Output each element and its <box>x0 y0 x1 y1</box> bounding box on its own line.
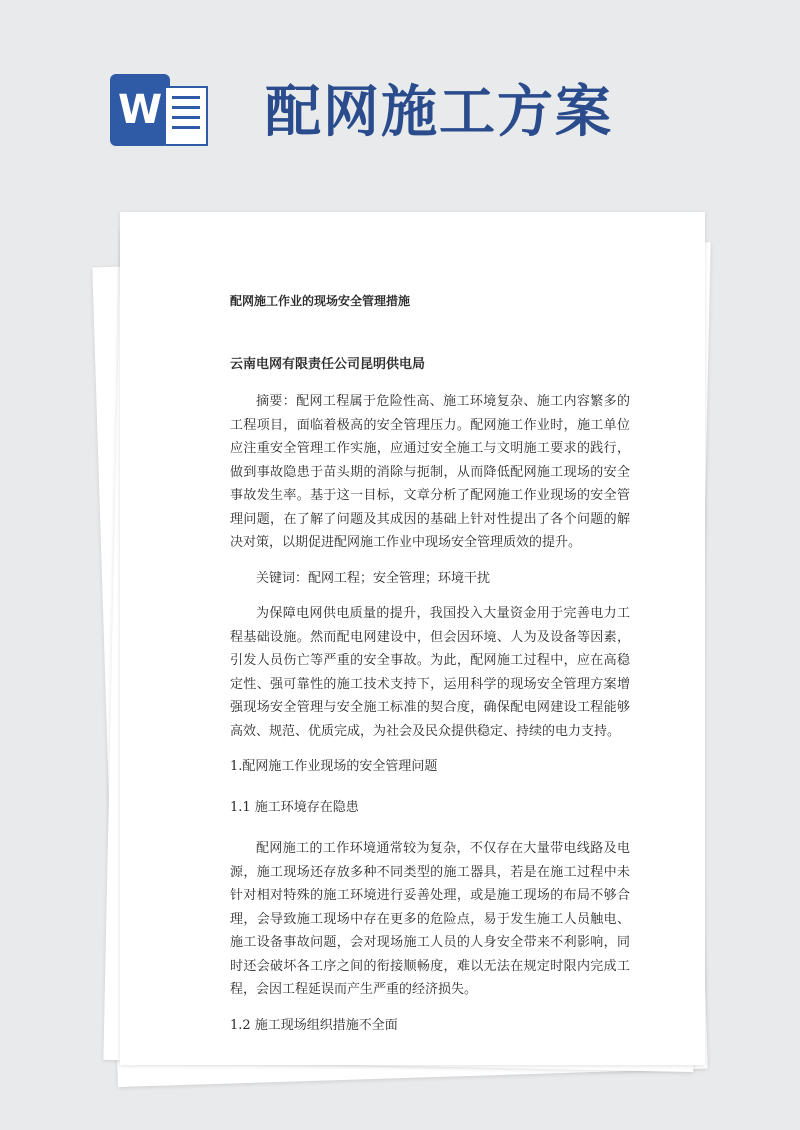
heading-1-1: 1.1 施工环境存在隐患 <box>230 800 359 815</box>
organization-name: 云南电网有限责任公司昆明供电局 <box>230 357 426 372</box>
document-page <box>120 212 705 1065</box>
keywords-line: 关键词：配网工程；安全管理；环境干扰 <box>256 570 491 586</box>
page-title: 配网施工方案 <box>265 80 613 145</box>
word-icon-tile: W <box>110 74 170 146</box>
intro-paragraph: 为保障电网供电质量的提升，我国投入大量资金用于完善电力工程基础设施。然而配电网建设中，但会因环境、人为及设备等因素，引发人员伤亡等严重的安全事故。为此，配网施工过程中，应在高稳定性、强可靠性的施工技术支持下，运用科学的现场安全管理方案增强现场安全管理与安全施工标准的契合度，确保配电网建设工程能够高效、规范、优质完成，为社会及民众提供稳定、持续的电力支持。 <box>230 606 630 739</box>
document-content <box>230 292 630 1055</box>
heading-1: 1.配网施工作业现场的安全管理问题 <box>230 759 438 774</box>
abstract-paragraph: 摘要：配网工程属于危险性高、施工环境复杂、施工内容繁多的工程项目，面临着极高的安全管理压力。配网施工作业时，施工单位应注重安全管理工作实施，应通过安全施工与文明施工要求的践行，做到事故隐患于苗头期的消除与扼制，从而降低配网施工现场的安全事故发生率。基于这一目标，文章分析了配网施工作业现场的安全管理问题，在了解了问题及其成因的基础上针对性提出了各个问题的解决对策，以期促进配网施工作业中现场安全管理质效的提升。 <box>230 394 630 550</box>
word-icon-lines <box>166 86 208 146</box>
word-icon <box>110 74 214 156</box>
header <box>0 0 800 200</box>
section-title: 配网施工作业的现场安全管理措施 <box>230 294 411 308</box>
paragraph-1-1: 配网施工的工作环境通常较为复杂，不仅存在大量带电线路及电源，施工现场还存放多种不同类型的施工器具，若是在施工过程中未针对相对特殊的施工环境进行妥善处理，或是施工现场的布局不够合理，会导致施工现场中存在更多的危险点，易于发生施工人员触电、施工设备事故问题，会对现场施工人员的人身安全带来不利影响，同时还会破坏各工序之间的衔接顺畅度，难以无法在规定时限内完成工程，会因工程延误而产生严重的经济损失。 <box>230 841 630 997</box>
heading-1-2: 1.2 施工现场组织措施不全面 <box>230 1017 398 1033</box>
